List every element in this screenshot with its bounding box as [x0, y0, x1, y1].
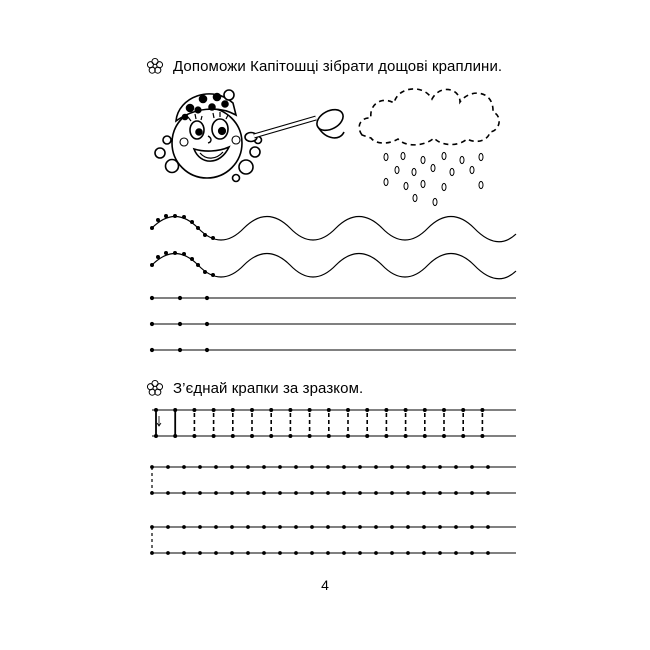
guide-dot — [269, 434, 273, 438]
guide-dot — [480, 408, 484, 412]
guide-dot — [294, 525, 298, 529]
guide-dot — [166, 551, 170, 555]
guide-dot — [166, 491, 170, 495]
guide-dot — [231, 408, 235, 412]
guide-dot — [288, 434, 292, 438]
guide-dot — [231, 434, 235, 438]
guide-dot — [384, 408, 388, 412]
guide-dot — [442, 408, 446, 412]
guide-dot — [486, 551, 490, 555]
guide-dot — [269, 408, 273, 412]
guide-dot — [358, 491, 362, 495]
guide-dot — [278, 465, 282, 469]
guide-dot — [486, 491, 490, 495]
guide-dot — [326, 551, 330, 555]
guide-dot — [214, 551, 218, 555]
guide-dot — [214, 491, 218, 495]
guide-dot — [214, 525, 218, 529]
guide-dot — [342, 465, 346, 469]
guide-dot — [230, 551, 234, 555]
guide-dot — [262, 551, 266, 555]
guide-dot — [278, 525, 282, 529]
guide-dot — [327, 408, 331, 412]
guide-dot — [308, 408, 312, 412]
dot-connection-exercise — [150, 408, 516, 555]
guide-dot — [423, 408, 427, 412]
guide-dot — [192, 434, 196, 438]
guide-dot — [358, 525, 362, 529]
guide-dot — [454, 551, 458, 555]
guide-dot — [406, 465, 410, 469]
guide-dot — [310, 551, 314, 555]
guide-dot — [438, 491, 442, 495]
guide-dot — [346, 434, 350, 438]
guide-dot — [342, 491, 346, 495]
wave-row-1 — [152, 217, 516, 242]
guide-dot — [212, 408, 216, 412]
guide-dot — [486, 465, 490, 469]
guide-dot — [423, 434, 427, 438]
guide-dot — [454, 491, 458, 495]
guide-dot — [250, 434, 254, 438]
straight-tracing-rows — [150, 296, 516, 352]
guide-dot — [246, 525, 250, 529]
guide-dot — [230, 491, 234, 495]
guide-dot — [365, 434, 369, 438]
guide-dot — [374, 491, 378, 495]
guide-dot — [486, 525, 490, 529]
guide-dot — [326, 491, 330, 495]
guide-dot — [278, 551, 282, 555]
guide-dot — [150, 551, 154, 555]
guide-dot — [262, 525, 266, 529]
guide-dot — [406, 551, 410, 555]
guide-dot — [294, 551, 298, 555]
kapitoshka-character — [155, 90, 262, 182]
guide-dot — [404, 434, 408, 438]
guide-dot — [310, 491, 314, 495]
guide-dot — [278, 491, 282, 495]
guide-dot — [390, 491, 394, 495]
guide-dot — [438, 525, 442, 529]
guide-dot — [198, 525, 202, 529]
guide-dot — [390, 551, 394, 555]
guide-dot — [470, 465, 474, 469]
guide-dot — [150, 525, 154, 529]
guide-dot — [288, 408, 292, 412]
task-1-text: Допоможи Капітошці зібрати дощові краплини. — [173, 57, 503, 75]
guide-dot — [310, 465, 314, 469]
guide-dot — [438, 551, 442, 555]
guide-dot — [422, 525, 426, 529]
guide-dot — [182, 525, 186, 529]
guide-dot — [294, 491, 298, 495]
guide-dot — [326, 465, 330, 469]
butterfly-net — [254, 105, 347, 137]
wave-row-2 — [152, 254, 516, 279]
guide-dot — [166, 465, 170, 469]
guide-dot — [438, 465, 442, 469]
guide-dot — [346, 408, 350, 412]
guide-dot — [480, 434, 484, 438]
guide-dot — [365, 408, 369, 412]
raindrops-icon — [384, 152, 483, 205]
guide-dot — [250, 408, 254, 412]
guide-dot — [198, 551, 202, 555]
guide-dot — [358, 551, 362, 555]
guide-dot — [310, 525, 314, 529]
guide-dot — [150, 491, 154, 495]
guide-dot — [326, 525, 330, 529]
guide-dot — [384, 434, 388, 438]
guide-dot — [374, 465, 378, 469]
guide-dot — [422, 551, 426, 555]
guide-dot — [214, 465, 218, 469]
guide-dot — [212, 434, 216, 438]
guide-dot — [308, 434, 312, 438]
guide-dot — [327, 434, 331, 438]
guide-dot — [470, 491, 474, 495]
guide-dot — [230, 465, 234, 469]
wave-guide-dots — [150, 214, 215, 277]
guide-dot — [358, 465, 362, 469]
guide-dot — [454, 465, 458, 469]
task-2-text: З’єднай крапки за зразком. — [173, 379, 364, 397]
guide-dot — [246, 551, 250, 555]
wave-tracing-rows — [150, 214, 516, 279]
guide-dot — [198, 465, 202, 469]
guide-dot — [342, 551, 346, 555]
guide-dot — [198, 491, 202, 495]
guide-dot — [422, 491, 426, 495]
guide-dot — [182, 465, 186, 469]
guide-dot — [374, 551, 378, 555]
guide-dot — [422, 465, 426, 469]
guide-dot — [470, 551, 474, 555]
guide-dot — [342, 525, 346, 529]
guide-dot — [390, 525, 394, 529]
guide-dot — [404, 408, 408, 412]
guide-dot — [374, 525, 378, 529]
guide-dot — [442, 434, 446, 438]
dashed-cloud — [359, 89, 499, 145]
guide-dot — [461, 434, 465, 438]
guide-dot — [262, 491, 266, 495]
guide-dot — [461, 408, 465, 412]
direction-arrow — [157, 416, 161, 426]
guide-dot — [246, 491, 250, 495]
guide-dot — [406, 525, 410, 529]
guide-dot — [150, 465, 154, 469]
guide-dot — [166, 525, 170, 529]
page-number: 4 — [321, 577, 329, 593]
guide-dot — [390, 465, 394, 469]
guide-dot — [262, 465, 266, 469]
guide-dot — [192, 408, 196, 412]
guide-dot — [294, 465, 298, 469]
guide-dot — [182, 491, 186, 495]
guide-dot — [230, 525, 234, 529]
guide-dot — [246, 465, 250, 469]
guide-dot — [470, 525, 474, 529]
guide-dot — [406, 491, 410, 495]
guide-dot — [454, 525, 458, 529]
guide-dot — [182, 551, 186, 555]
